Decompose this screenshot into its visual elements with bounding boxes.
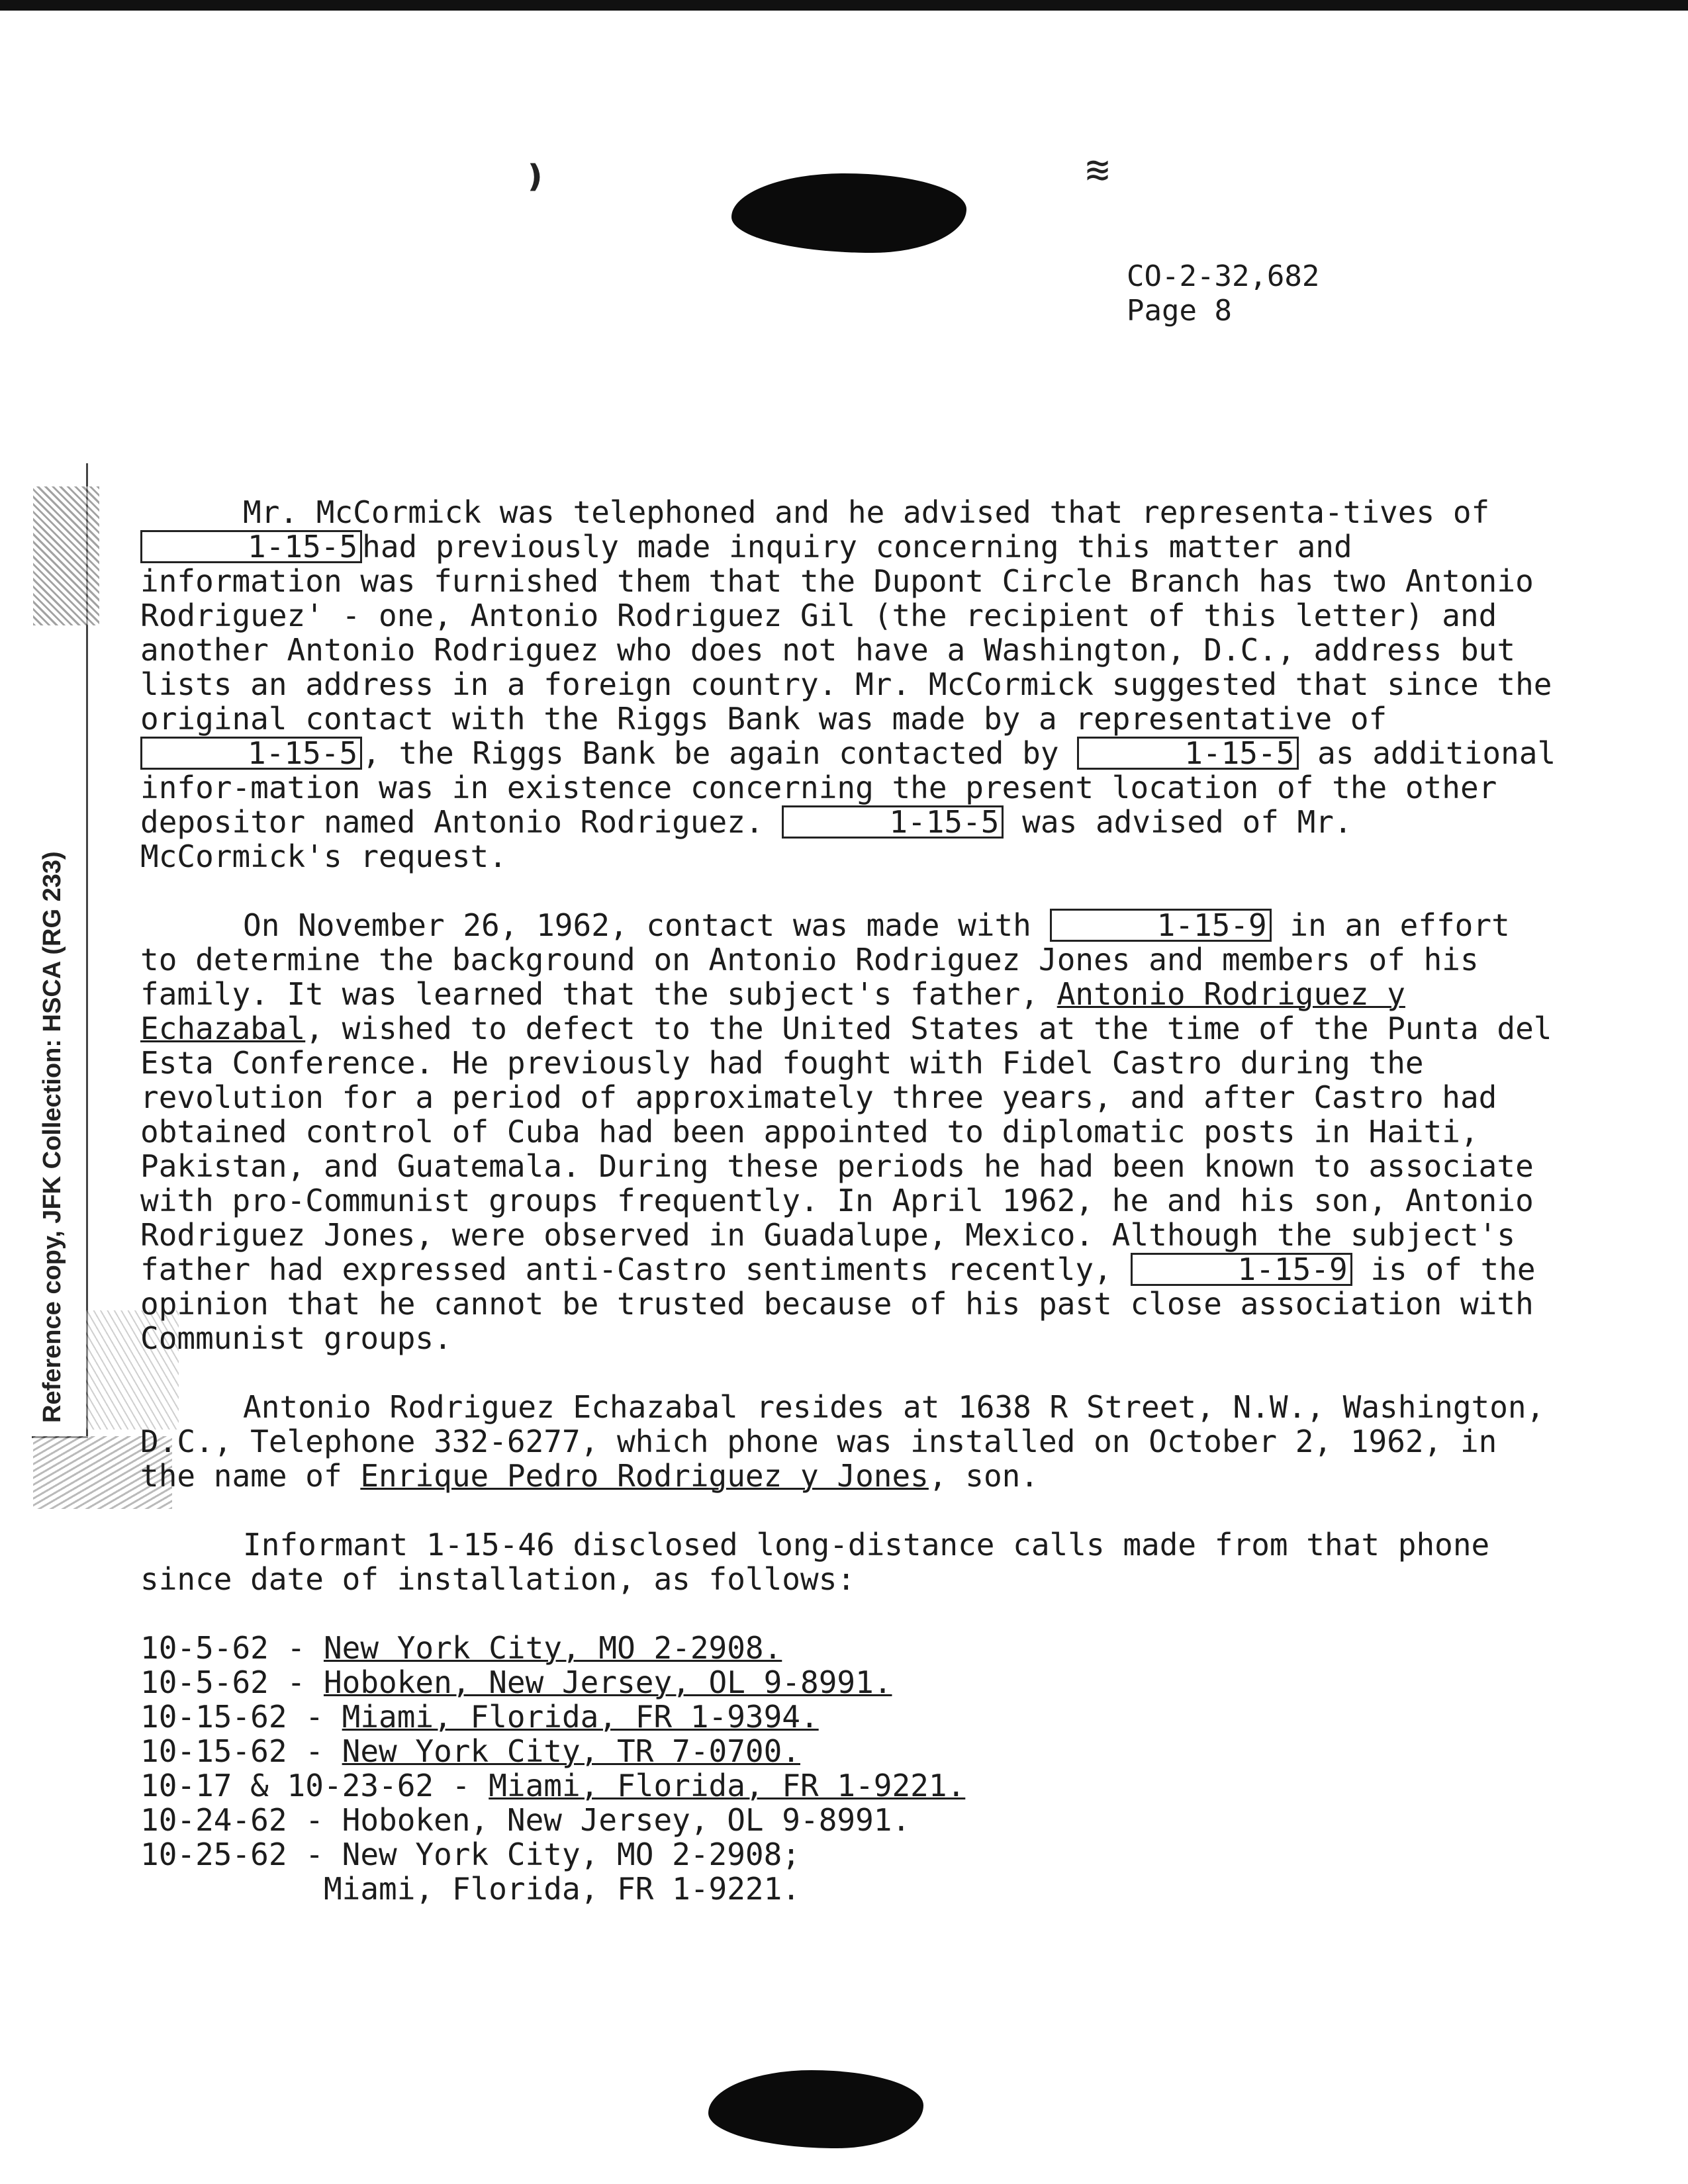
call-entry: 10-25-62 - New York City, MO 2-2908; xyxy=(140,1837,800,1872)
file-number: CO-2-32,682 xyxy=(1127,259,1320,293)
document-header xyxy=(1127,259,1319,328)
underlined-name: Antonio Rodriguez y Echazabal xyxy=(140,976,1405,1046)
document-body xyxy=(140,495,1564,1906)
call-entry: 10-5-62 - Hoboken, New Jersey, OL 9-8991. xyxy=(140,1664,892,1700)
informant-box: 1-15-9 xyxy=(1131,1253,1352,1286)
informant-box: 1-15-5 xyxy=(782,805,1004,839)
call-entry: 10-15-62 - Miami, Florida, FR 1-9394. xyxy=(140,1699,819,1735)
underlined-name: Enrique Pedro Rodriguez y Jones xyxy=(360,1458,929,1494)
stray-mark-left: ❫ xyxy=(523,152,547,199)
call-entry: 10-17 & 10-23-62 - Miami, Florida, FR 1-9221. xyxy=(140,1768,966,1803)
archive-stamp-text: Reference copy, JFK Collection: HSCA (RG 233) xyxy=(38,851,66,1423)
call-entry: Miami, Florida, FR 1-9221. xyxy=(323,1871,801,1907)
paragraph-1: Mr. McCormick was telephoned and he advised that representa-tives of 1-15-5 had previously made inquiry concerning this matter and information was furnished them that the Dupont Circle Branch has two Antonio Rodriguez' - one, Antonio Rodriguez Gil (the recipient of this letter) and another Antonio Rodriguez who does not have a Washington, D.C., address but lists an address in a foreign country. Mr. McCormick suggested that since the original contact with the Riggs Bank was made by a representative of 1-15-5 , the Riggs Bank be again contacted by 1-15-5 as additional infor-mation was in existence concerning the present location of the other depositor named Antonio Rodriguez. 1-15-5 was advised of Mr. McCormick's request. xyxy=(140,494,1556,874)
redaction-bottom xyxy=(708,2070,923,2148)
redaction-top xyxy=(731,173,966,253)
paragraph-4: Informant 1-15-46 disclosed long-distance calls made from that phone since date of installation, as follows: xyxy=(140,1527,1490,1597)
informant-box: 1-15-9 xyxy=(1050,909,1272,942)
informant-box: 1-15-5 xyxy=(140,530,362,563)
call-entry: 10-15-62 - New York City, TR 7-0700. xyxy=(140,1733,800,1769)
informant-box: 1-15-5 xyxy=(140,737,362,770)
scan-noise-top xyxy=(33,486,99,625)
call-entry: 10-24-62 - Hoboken, New Jersey, OL 9-8991. xyxy=(140,1802,911,1838)
informant-box: 1-15-5 xyxy=(1077,737,1299,770)
call-list xyxy=(140,1631,1564,1906)
paragraph-2: On November 26, 1962, contact was made with 1-15-9 in an effort to determine the background on Antonio Rodriguez Jones and members of his family. It was learned that the subject's father, Antonio Rodriguez y Echazabal, wished to defect to the United States at the time of the Punta del Esta Conference. He previously had fought with Fidel Castro during the revolution for a period of approximately three years, and after Castro had obtained control of Cuba had been appointed to diplomatic posts in Haiti, Pakistan, and Guatemala. During these periods he had been known to associate with pro-Communist groups frequently. In April 1962, he and his son, Antonio Rodriguez Jones, were observed in Guadalupe, Mexico. Although the subject's father had expressed anti-Castro sentiments recently, 1-15-9 is of the opinion that he cannot be trusted because of his past close association with Communist groups. xyxy=(140,907,1552,1356)
stray-mark-right: ≋ xyxy=(1086,147,1110,193)
scan-top-border xyxy=(0,0,1688,11)
call-entry: 10-5-62 - New York City, MO 2-2908. xyxy=(140,1630,782,1666)
page-number: Page 8 xyxy=(1127,294,1232,328)
paragraph-3: Antonio Rodriguez Echazabal resides at 1638 R Street, N.W., Washington, D.C., Telephone 332-6277, which phone was installed on October 2, 1962, in the name of Enrique Pedro Rodriguez y Jones, son. xyxy=(140,1389,1545,1494)
